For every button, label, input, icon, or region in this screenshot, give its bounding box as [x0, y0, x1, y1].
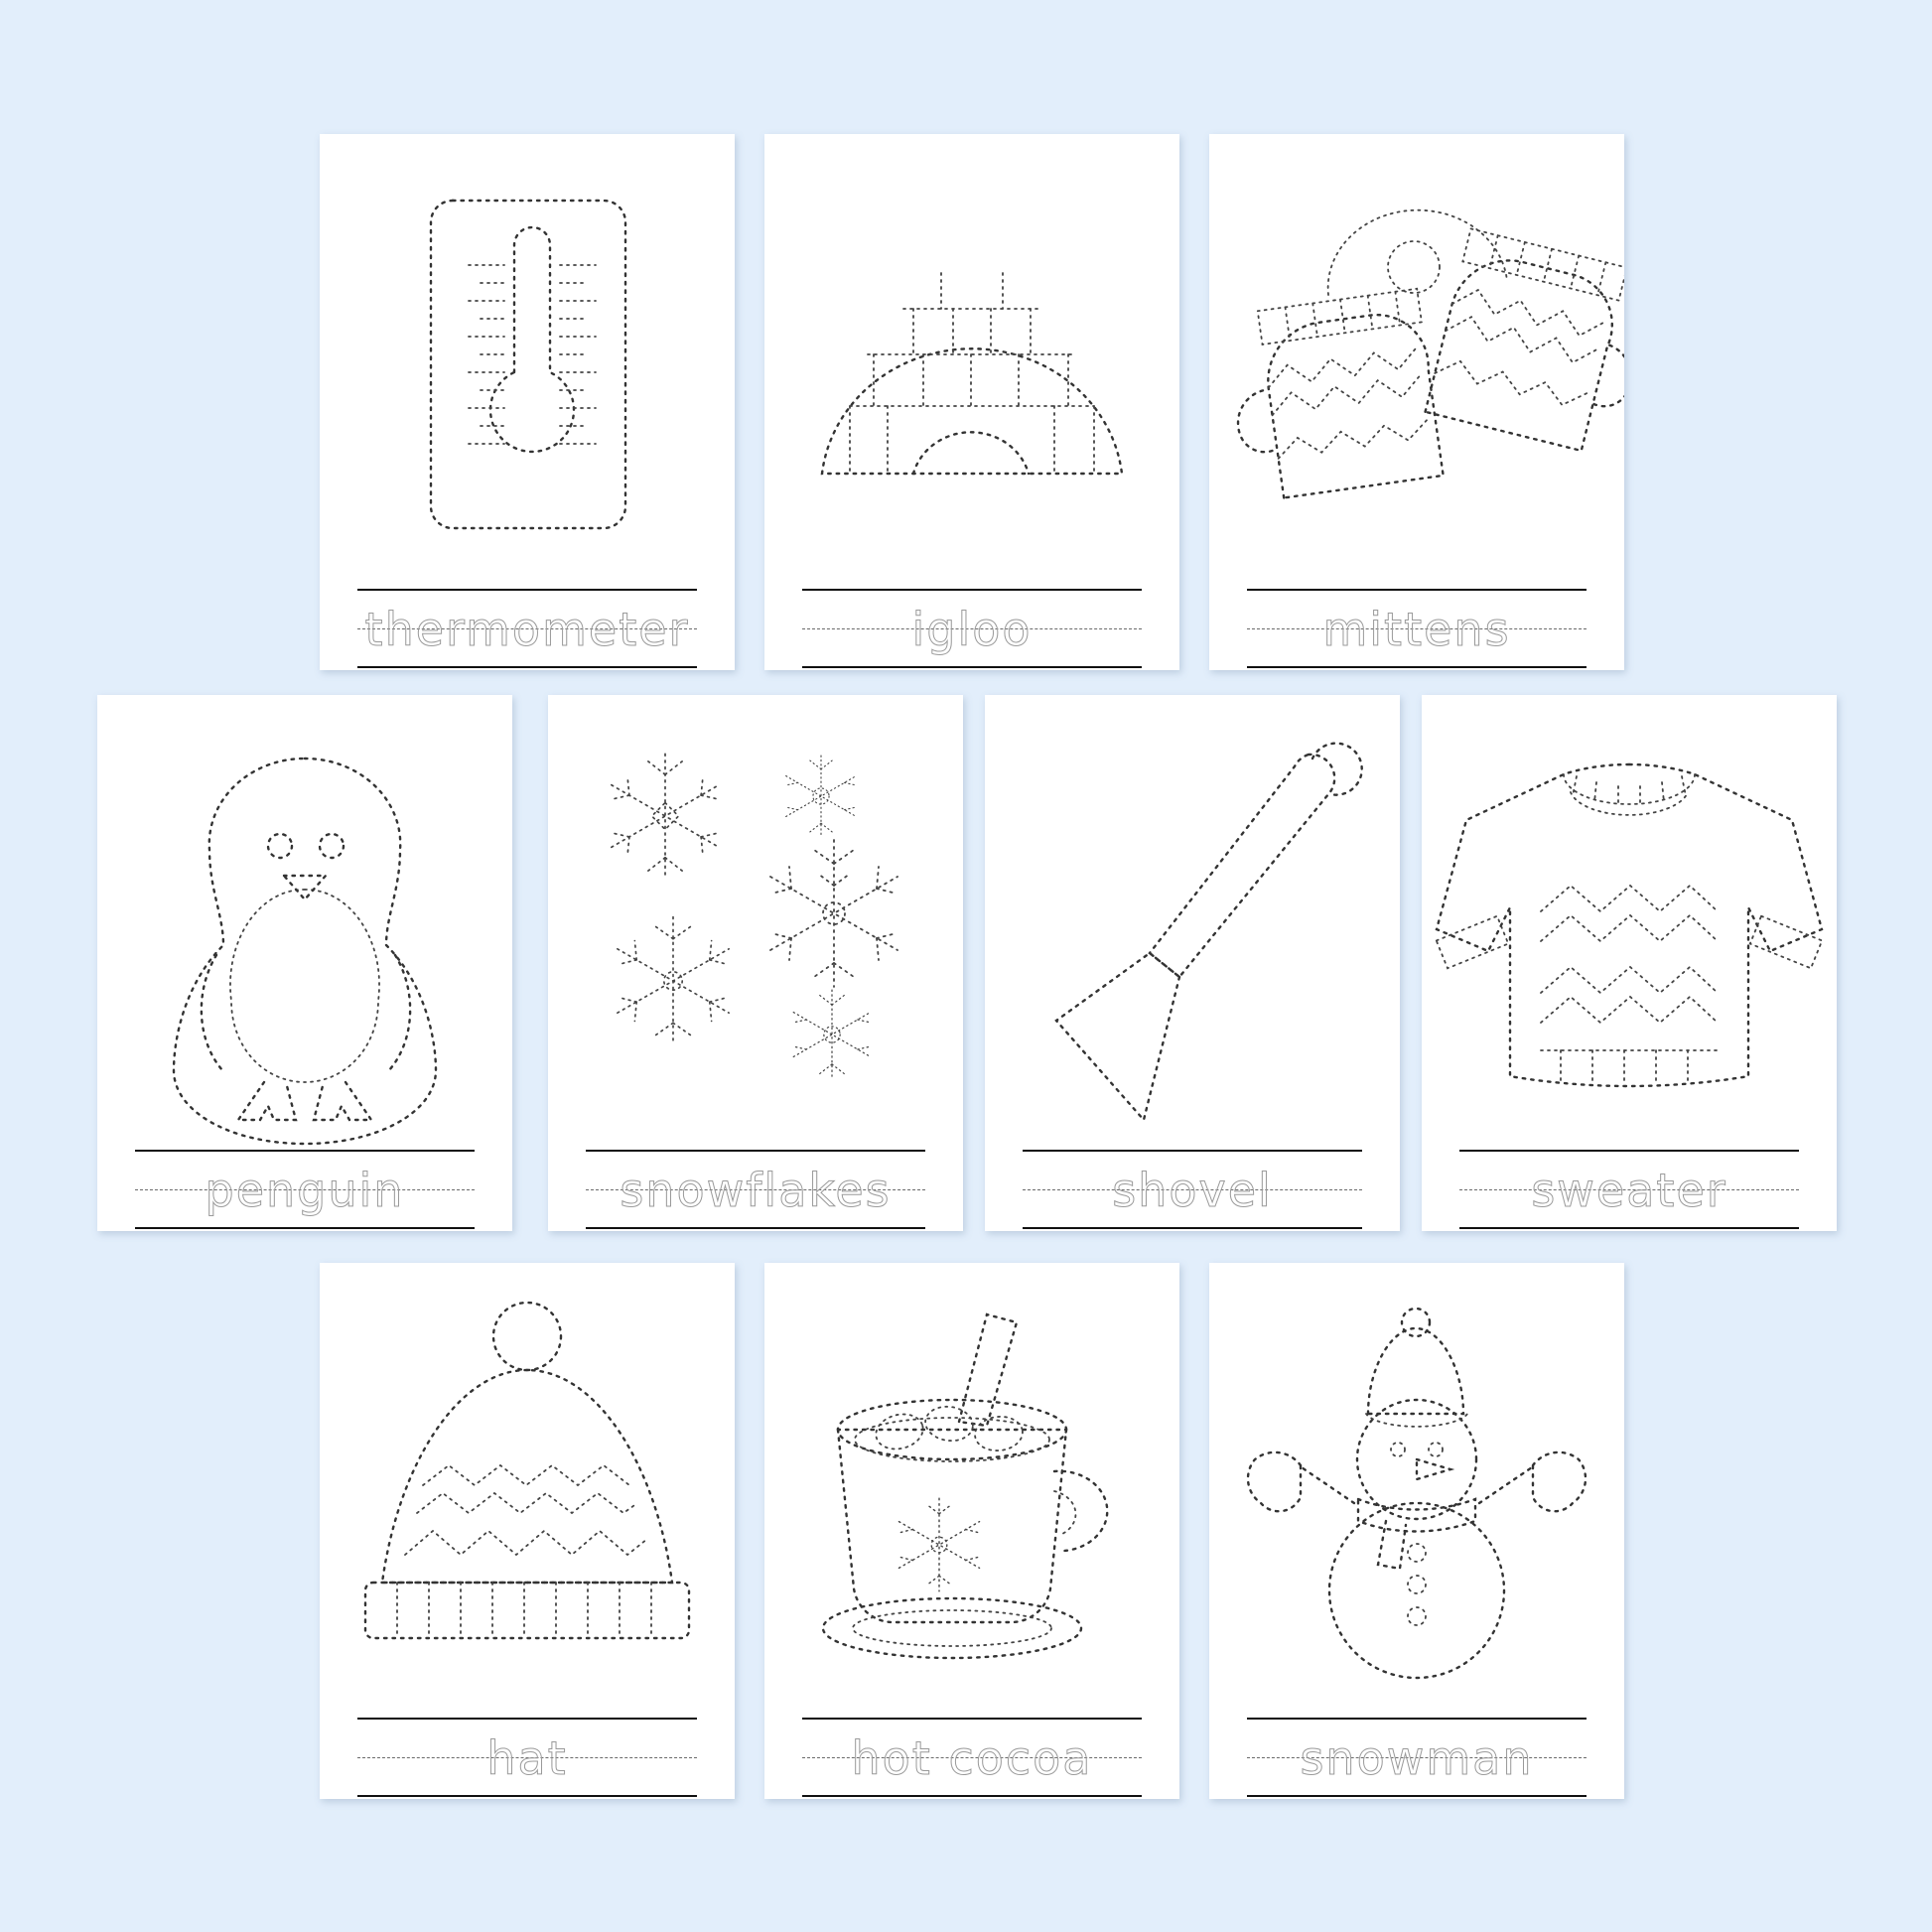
tracing-line-penguin[interactable]: [97, 1146, 512, 1231]
trace-word: mittens: [1322, 603, 1511, 656]
trace-word: igloo: [911, 603, 1033, 656]
card-hat[interactable]: [320, 1263, 735, 1799]
trace-word: shovel: [1112, 1164, 1273, 1217]
tracing-line-snowflakes[interactable]: [548, 1146, 963, 1231]
winter-hat-icon: [320, 1263, 735, 1714]
card-sweater[interactable]: [1422, 695, 1837, 1231]
snowflakes-icon: [548, 695, 963, 1146]
trace-word: snowflakes: [620, 1164, 892, 1217]
tracing-line-shovel[interactable]: [985, 1146, 1400, 1231]
trace-word: thermometer: [364, 603, 690, 656]
card-penguin[interactable]: [97, 695, 512, 1231]
tracing-line-hat[interactable]: [320, 1714, 735, 1799]
sweater-icon: [1422, 695, 1837, 1146]
tracing-line-thermometer[interactable]: [320, 585, 735, 670]
card-shovel[interactable]: [985, 695, 1400, 1231]
trace-word: sweater: [1531, 1164, 1727, 1217]
tracing-line-snowman[interactable]: [1209, 1714, 1624, 1799]
mittens-icon: [1209, 134, 1624, 585]
snowman-icon: [1209, 1263, 1624, 1714]
igloo-icon: [764, 134, 1179, 585]
trace-word: penguin: [205, 1164, 405, 1217]
card-igloo[interactable]: [764, 134, 1179, 670]
card-snowman[interactable]: [1209, 1263, 1624, 1799]
trace-word: snowman: [1300, 1731, 1534, 1785]
tracing-line-igloo[interactable]: [764, 585, 1179, 670]
card-snowflakes[interactable]: [548, 695, 963, 1231]
tracing-line-sweater[interactable]: [1422, 1146, 1837, 1231]
shovel-icon: [985, 695, 1400, 1146]
hot-cocoa-icon: [764, 1263, 1179, 1714]
tracing-line-hot-cocoa[interactable]: [764, 1714, 1179, 1799]
tracing-line-mittens[interactable]: [1209, 585, 1624, 670]
thermometer-icon: [320, 134, 735, 585]
penguin-icon: [97, 695, 512, 1146]
card-mittens[interactable]: [1209, 134, 1624, 670]
card-thermometer[interactable]: [320, 134, 735, 670]
card-hot-cocoa[interactable]: [764, 1263, 1179, 1799]
trace-word: hot cocoa: [851, 1731, 1093, 1785]
trace-word: hat: [486, 1731, 568, 1785]
